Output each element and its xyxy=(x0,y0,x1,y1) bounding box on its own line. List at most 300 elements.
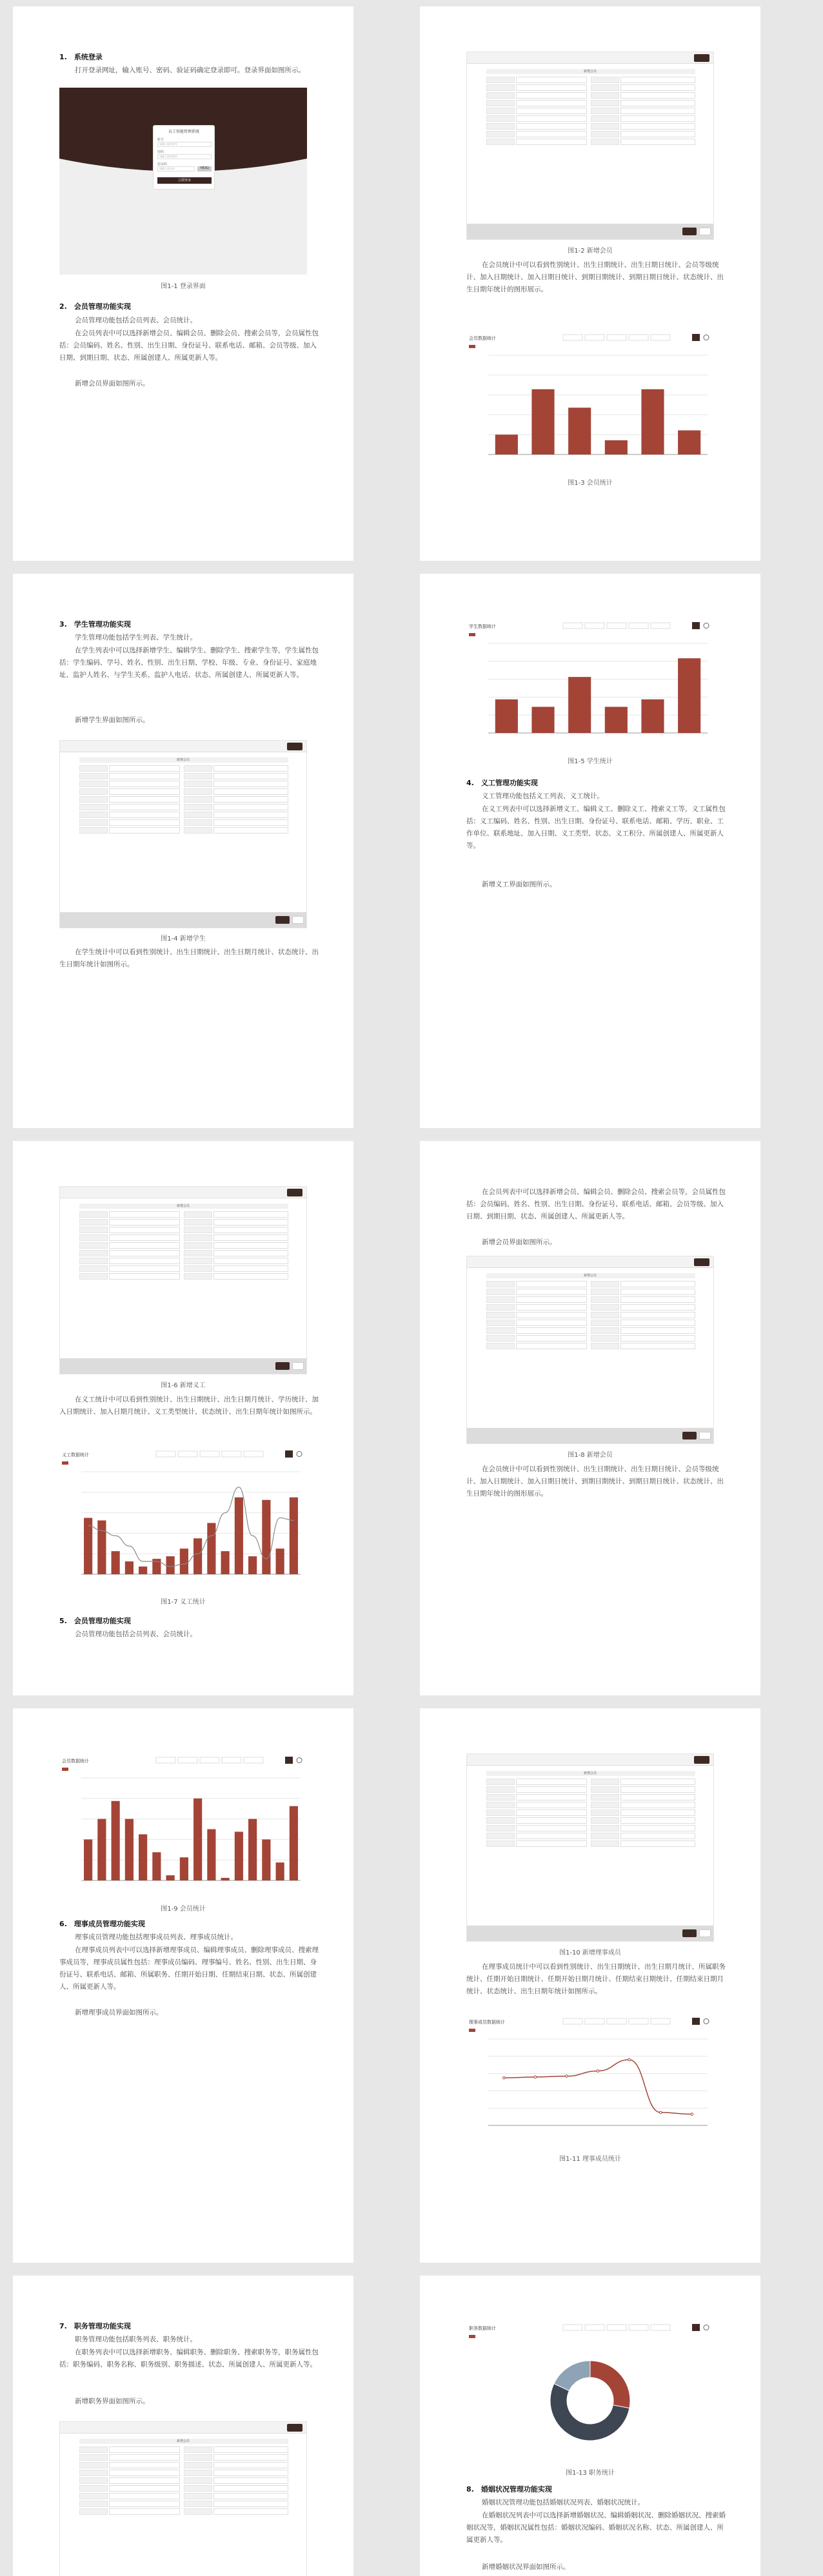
form-field[interactable] xyxy=(109,2493,180,2499)
form-field[interactable] xyxy=(620,77,695,83)
form-field[interactable] xyxy=(516,1343,587,1349)
bar xyxy=(207,1523,215,1575)
form-field[interactable] xyxy=(516,1327,587,1334)
bar xyxy=(180,1548,188,1574)
form-field[interactable] xyxy=(213,796,288,803)
data-point xyxy=(502,2077,505,2080)
page-9 xyxy=(13,2276,353,2576)
figure-caption: 图1-13 职务统计 xyxy=(566,2470,615,2477)
form-field[interactable] xyxy=(516,1312,587,1318)
form-label xyxy=(486,92,515,99)
search-button xyxy=(692,2324,700,2331)
captcha-input[interactable]: 请输入验证码 xyxy=(157,166,195,171)
form-field[interactable] xyxy=(620,1810,695,1816)
form-label xyxy=(79,773,108,779)
form-label xyxy=(184,804,212,810)
form-label xyxy=(486,84,515,91)
search-button xyxy=(285,1450,293,1458)
refresh-icon xyxy=(297,1452,302,1457)
form-field[interactable] xyxy=(620,92,695,99)
chart-filter-select xyxy=(200,1757,219,1763)
bar xyxy=(641,699,664,733)
form-field[interactable] xyxy=(620,1786,695,1793)
chart-svg xyxy=(466,2015,714,2143)
form-field[interactable] xyxy=(620,139,695,145)
paragraph: 在会员列表中可以选择新增会员、编辑会员、删除会员、搜索会员等，会员属性包括：会员编码、姓名、性别、出生日期、身份证号、联系电话、邮箱、会员等级、加入日期、到期日期、状态、所属创建人、所属更新人等。 xyxy=(466,1188,726,1220)
header-button[interactable] xyxy=(694,1756,709,1764)
form-label xyxy=(79,796,108,803)
form-field[interactable] xyxy=(516,100,587,106)
legend-swatch xyxy=(469,633,475,636)
chart-svg xyxy=(466,619,714,751)
login-screenshot xyxy=(59,88,307,275)
bar xyxy=(112,1551,120,1574)
chart-filter-select xyxy=(585,335,604,340)
form-label xyxy=(486,1794,515,1800)
form-field[interactable] xyxy=(516,123,587,130)
form-field[interactable] xyxy=(213,2462,288,2468)
form-field[interactable] xyxy=(516,1320,587,1326)
form-field[interactable] xyxy=(109,812,180,818)
bar xyxy=(139,1566,147,1574)
form-field[interactable] xyxy=(109,781,180,787)
form-label xyxy=(486,131,515,137)
legend-swatch xyxy=(62,1768,68,1771)
figure-caption: 图1-10 新增理事成员 xyxy=(559,1949,621,1956)
form-field[interactable] xyxy=(213,1265,288,1272)
paragraph: 新增义工界面如图所示。 xyxy=(482,881,557,888)
form-label xyxy=(486,1825,515,1831)
paragraph: 在理事成员统计中可以看到性别统计、出生日期统计、出生日期月统计、所属职务统计、任期开始日期统计、任期开始日期月统计、任期结束日期统计、任期结束日期月统计、状态统计、出生日期年统计如图所示。 xyxy=(466,1963,726,1995)
footer-bar xyxy=(60,1358,306,1374)
paragraph: 新增婚姻状况界面如图所示。 xyxy=(482,2563,570,2571)
form-field[interactable] xyxy=(213,812,288,818)
form-field[interactable] xyxy=(213,2501,288,2507)
form-label xyxy=(591,1810,619,1816)
form-field[interactable] xyxy=(620,1833,695,1839)
chart-screenshot xyxy=(59,1753,307,1898)
form-label xyxy=(184,1265,212,1272)
paragraph: 在会员统计中可以看到性别统计、出生日期统计、出生日期日统计、会员等级统计、加入日期统计、加入日期日统计、到期日期统计、到期日期日统计、状态统计、出生日期年统计的图形展示。 xyxy=(466,1465,724,1498)
form-field[interactable] xyxy=(516,92,587,99)
paragraph: 在职务列表中可以选择新增职务、编辑职务、删除职务、搜索职务等，职务属性包括：职务编码、职务名称、职务级别、职务描述、状态、所属创建人、所属更新人等。 xyxy=(59,2348,319,2368)
chart-screenshot xyxy=(466,2321,714,2463)
header-button[interactable] xyxy=(694,1258,709,1266)
bar xyxy=(235,1498,243,1574)
form-label xyxy=(184,812,212,818)
form-field[interactable] xyxy=(109,2462,180,2468)
form-label xyxy=(79,1211,108,1218)
form-field[interactable] xyxy=(620,115,695,122)
form-field[interactable] xyxy=(516,108,587,114)
paragraph: 会员管理功能包括会员列表、会员统计。 xyxy=(75,1630,197,1638)
app-header xyxy=(60,2422,306,2434)
form-label xyxy=(79,2477,108,2484)
password-label: 密码 xyxy=(157,150,164,154)
chart-filter-select xyxy=(563,2325,582,2330)
form-label xyxy=(591,1312,619,1318)
form-field[interactable] xyxy=(620,84,695,91)
form-label xyxy=(79,765,108,772)
bar xyxy=(495,699,518,733)
save-button[interactable] xyxy=(275,916,290,924)
form-field[interactable] xyxy=(620,131,695,137)
chart-filter-select xyxy=(156,1757,175,1763)
form-field[interactable] xyxy=(516,1289,587,1295)
form-field[interactable] xyxy=(620,1289,695,1295)
form-field[interactable] xyxy=(213,2470,288,2476)
form-label xyxy=(591,1794,619,1800)
form-field[interactable] xyxy=(109,2454,180,2461)
form-field[interactable] xyxy=(516,115,587,122)
form-field[interactable] xyxy=(620,108,695,114)
form-field[interactable] xyxy=(109,1265,180,1272)
chart-filter-select xyxy=(563,335,582,340)
chart-svg xyxy=(59,1753,307,1898)
page-3 xyxy=(13,574,353,1128)
form-label xyxy=(79,812,108,818)
form-screenshot xyxy=(59,2421,307,2576)
chart-filter-select xyxy=(222,1451,241,1457)
bar xyxy=(290,1498,298,1574)
search-button xyxy=(692,334,700,341)
form-label xyxy=(486,77,515,83)
data-point xyxy=(566,2075,568,2078)
page-7 xyxy=(13,1708,353,2263)
header-button[interactable] xyxy=(287,743,302,750)
section-heading: 7. 职务管理功能实现 xyxy=(59,2322,131,2330)
chart-filter-select xyxy=(585,2325,604,2330)
form-field[interactable] xyxy=(213,773,288,779)
form-title: 新增会员 xyxy=(176,2439,190,2443)
form-label xyxy=(591,1802,619,1808)
form-field[interactable] xyxy=(213,2485,288,2492)
form-field[interactable] xyxy=(620,1335,695,1342)
form-field[interactable] xyxy=(213,1219,288,1225)
password-input[interactable]: 请输入您的密码 xyxy=(157,154,212,159)
form-field[interactable] xyxy=(109,1273,180,1280)
form-field[interactable] xyxy=(620,100,695,106)
form-field[interactable] xyxy=(620,1312,695,1318)
chart-title: 理事成员数据统计 xyxy=(469,2020,505,2025)
series-line xyxy=(504,2060,691,2114)
form-label xyxy=(184,1258,212,1264)
form-field[interactable] xyxy=(213,788,288,795)
form-field[interactable] xyxy=(109,2470,180,2476)
form-field[interactable] xyxy=(516,1825,587,1831)
form-field[interactable] xyxy=(213,1227,288,1233)
chart-screenshot xyxy=(466,619,714,751)
form-field[interactable] xyxy=(109,2477,180,2484)
form-label xyxy=(486,1320,515,1326)
form-field[interactable] xyxy=(109,804,180,810)
bar xyxy=(605,440,628,454)
chart-svg xyxy=(466,331,714,473)
form-field[interactable] xyxy=(109,796,180,803)
form-label xyxy=(184,796,212,803)
form-label xyxy=(486,1343,515,1349)
form-field[interactable] xyxy=(620,1779,695,1785)
form-field[interactable] xyxy=(213,2508,288,2515)
form-label xyxy=(486,1786,515,1793)
bar xyxy=(193,1538,202,1574)
form-label xyxy=(591,1281,619,1287)
form-field[interactable] xyxy=(620,1281,695,1287)
bar xyxy=(248,1819,257,1880)
form-field[interactable] xyxy=(516,1335,587,1342)
bar xyxy=(139,1834,147,1880)
form-field[interactable] xyxy=(620,1825,695,1831)
form-field[interactable] xyxy=(213,1250,288,1256)
form-field[interactable] xyxy=(109,2446,180,2453)
bar xyxy=(262,1839,270,1880)
form-label xyxy=(591,1817,619,1824)
form-field[interactable] xyxy=(516,84,587,91)
chart-filter-select xyxy=(607,623,626,629)
cancel-button[interactable] xyxy=(292,1362,304,1370)
paragraph: 在会员统计中可以看到性别统计、出生日期统计、出生日期日统计、会员等级统计、加入日期统计、加入日期日统计、到期日期统计、到期日期日统计、状态统计、出生日期年统计的图形展示。 xyxy=(466,261,724,293)
form-field[interactable] xyxy=(516,1833,587,1839)
form-label xyxy=(486,1304,515,1311)
cancel-button[interactable] xyxy=(292,916,304,924)
form-title: 新增会员 xyxy=(176,1204,190,1208)
chart-filter-select xyxy=(563,2018,582,2024)
form-label xyxy=(79,1265,108,1272)
form-label xyxy=(79,827,108,834)
form-field[interactable] xyxy=(620,1802,695,1808)
form-field[interactable] xyxy=(516,1840,587,1847)
chart-title: 义工数据统计 xyxy=(62,1452,89,1458)
form-field[interactable] xyxy=(620,1343,695,1349)
form-label xyxy=(486,139,515,145)
captcha-image[interactable]: YB3Q xyxy=(197,166,212,171)
login-button[interactable]: 立即登录 xyxy=(157,177,212,184)
form-title: 新增会员 xyxy=(583,1771,597,1775)
form-field[interactable] xyxy=(109,788,180,795)
form-field[interactable] xyxy=(213,1211,288,1218)
bar xyxy=(678,431,700,454)
form-field[interactable] xyxy=(516,1304,587,1311)
chart-filter-select xyxy=(629,2018,648,2024)
form-label xyxy=(184,2501,212,2507)
form-field[interactable] xyxy=(516,1786,587,1793)
refresh-icon xyxy=(704,2019,709,2024)
form-field[interactable] xyxy=(213,765,288,772)
chart-filter-select xyxy=(563,623,582,629)
form-field[interactable] xyxy=(213,827,288,834)
form-label xyxy=(591,1840,619,1847)
search-button xyxy=(692,622,700,629)
form-field[interactable] xyxy=(620,1817,695,1824)
form-field[interactable] xyxy=(516,1802,587,1808)
figure-caption: 图1-1 登录界面 xyxy=(161,283,206,290)
form-field[interactable] xyxy=(620,1320,695,1326)
paragraph: 在理事成员列表中可以选择新增理事成员、编辑理事成员、删除理事成员、搜索理事成员等，理事成员属性包括：理事成员编码、理事编号、姓名、性别、出生日期、身份证号、联系电话、邮箱、所属职务、任期开始日期、任期结束日期、状态、所属创建人、所属更新人等。 xyxy=(59,1946,319,1991)
app-header xyxy=(60,741,306,752)
form-screenshot xyxy=(59,1186,307,1374)
form-label xyxy=(79,1250,108,1256)
form-label xyxy=(591,1304,619,1311)
paragraph: 职务管理功能包括职务列表、职务统计。 xyxy=(75,2336,197,2343)
paragraph: 婚姻状况管理功能包括婚姻状况列表、婚姻状况统计。 xyxy=(482,2499,644,2506)
form-field[interactable] xyxy=(213,2454,288,2461)
form-field[interactable] xyxy=(620,1794,695,1800)
form-screenshot xyxy=(466,1256,714,1444)
bar xyxy=(221,1878,230,1880)
app-header xyxy=(467,1754,713,1766)
form-field[interactable] xyxy=(109,1227,180,1233)
cancel-button[interactable] xyxy=(699,1929,711,1937)
paragraph: 学生管理功能包括学生列表、学生统计。 xyxy=(75,634,197,641)
form-field[interactable] xyxy=(109,765,180,772)
figure-caption: 图1-9 会员统计 xyxy=(161,1906,206,1913)
chart-filter-select xyxy=(178,1757,197,1763)
figure-caption: 图1-3 会员统计 xyxy=(568,480,613,487)
form-label xyxy=(486,1802,515,1808)
form-label xyxy=(486,1335,515,1342)
account-input[interactable]: 请输入您的账号 xyxy=(157,142,212,147)
paragraph: 在义工列表中可以选择新增义工、编辑义工、删除义工、搜索义工等，义工属性包括：义工编码、姓名、性别、出生日期、身份证号、联系电话、邮箱、学历、职业、工作单位、联系地址、加入日期、义工类型、状态、义工积分、所属创建人、所属更新人等。 xyxy=(466,805,726,850)
form-field[interactable] xyxy=(516,1281,587,1287)
paragraph: 在会员列表中可以选择新增会员、编辑会员、删除会员、搜索会员等，会员属性包括：会员编码、姓名、性别、出生日期、身份证号、联系电话、邮箱、会员等级、加入日期、到期日期、状态、所属创建人、所属更新人等。 xyxy=(59,329,319,362)
paragraph: 理事成员管理功能包括理事成员列表、理事成员统计。 xyxy=(75,1933,237,1941)
form-label xyxy=(79,781,108,787)
page-5 xyxy=(13,1141,353,1695)
chart-svg xyxy=(466,2321,714,2463)
form-field[interactable] xyxy=(516,1296,587,1303)
form-label xyxy=(591,1825,619,1831)
legend-swatch xyxy=(469,2029,475,2032)
page-8 xyxy=(420,1708,760,2263)
form-field[interactable] xyxy=(213,1234,288,1241)
form-field[interactable] xyxy=(109,2485,180,2492)
chart-filter-select xyxy=(244,1757,263,1763)
form-field[interactable] xyxy=(213,781,288,787)
data-point xyxy=(628,2058,631,2061)
form-field[interactable] xyxy=(516,1794,587,1800)
form-label xyxy=(184,819,212,826)
form-field[interactable] xyxy=(516,1779,587,1785)
form-field[interactable] xyxy=(109,1219,180,1225)
form-field[interactable] xyxy=(516,1817,587,1824)
form-label xyxy=(486,1810,515,1816)
form-field[interactable] xyxy=(213,1242,288,1249)
form-field[interactable] xyxy=(109,819,180,826)
form-label xyxy=(79,1273,108,1280)
form-field[interactable] xyxy=(213,2446,288,2453)
bar xyxy=(235,1831,243,1880)
form-field[interactable] xyxy=(620,1840,695,1847)
bar xyxy=(112,1801,120,1880)
form-label xyxy=(79,2454,108,2461)
app-header xyxy=(60,1187,306,1198)
form-field[interactable] xyxy=(109,1234,180,1241)
bar xyxy=(641,389,664,454)
form-label xyxy=(79,788,108,795)
form-field[interactable] xyxy=(109,1258,180,1264)
form-label xyxy=(184,827,212,834)
form-field[interactable] xyxy=(109,2501,180,2507)
cancel-button[interactable] xyxy=(699,1432,711,1439)
form-field[interactable] xyxy=(213,2493,288,2499)
pie-slice xyxy=(554,2361,590,2391)
chart-svg xyxy=(59,1447,307,1592)
form-field[interactable] xyxy=(620,1304,695,1311)
header-button[interactable] xyxy=(287,2424,302,2432)
header-button[interactable] xyxy=(694,54,709,62)
save-button[interactable] xyxy=(275,1362,290,1370)
chart-screenshot xyxy=(59,1447,307,1592)
form-field[interactable] xyxy=(109,1242,180,1249)
form-field[interactable] xyxy=(109,1250,180,1256)
chart-filter-select xyxy=(156,1451,175,1457)
bar xyxy=(276,1862,284,1880)
form-label xyxy=(591,1786,619,1793)
form-field[interactable] xyxy=(516,77,587,83)
chart-title: 职务数据统计 xyxy=(469,2326,496,2331)
form-field[interactable] xyxy=(516,1810,587,1816)
bar xyxy=(207,1830,215,1881)
save-button[interactable] xyxy=(682,1432,697,1439)
form-field[interactable] xyxy=(109,2508,180,2515)
form-label xyxy=(486,108,515,114)
form-label xyxy=(591,1327,619,1334)
chart-filter-select xyxy=(629,623,648,629)
chart-title: 学生数据统计 xyxy=(469,624,496,629)
paragraph: 打开登录网址，输入账号、密码、验证码确定登录即可。登录界面如图所示。 xyxy=(75,66,305,74)
form-field[interactable] xyxy=(516,131,587,137)
form-field[interactable] xyxy=(213,2477,288,2484)
save-button[interactable] xyxy=(682,228,697,235)
bar xyxy=(276,1548,284,1574)
page-10 xyxy=(420,2276,760,2576)
form-field[interactable] xyxy=(213,804,288,810)
bar xyxy=(125,1561,134,1574)
form-label xyxy=(79,819,108,826)
save-button[interactable] xyxy=(682,1929,697,1937)
form-label xyxy=(486,1779,515,1785)
app-header xyxy=(467,52,713,64)
page-4 xyxy=(420,574,760,1128)
chart-filter-select xyxy=(200,1451,219,1457)
form-field[interactable] xyxy=(213,1273,288,1280)
form-label xyxy=(184,781,212,787)
legend-swatch xyxy=(62,1461,68,1465)
bar xyxy=(166,1875,175,1880)
form-field[interactable] xyxy=(620,123,695,130)
form-field[interactable] xyxy=(516,139,587,145)
form-label xyxy=(79,1242,108,1249)
form-label xyxy=(591,131,619,137)
form-label xyxy=(79,1258,108,1264)
form-label xyxy=(591,108,619,114)
form-label xyxy=(591,100,619,106)
form-field[interactable] xyxy=(109,827,180,834)
form-field[interactable] xyxy=(213,1258,288,1264)
form-field[interactable] xyxy=(620,1327,695,1334)
bar xyxy=(262,1500,270,1574)
form-label xyxy=(184,2485,212,2492)
form-field[interactable] xyxy=(213,819,288,826)
chart-screenshot xyxy=(466,2015,714,2143)
form-field[interactable] xyxy=(109,773,180,779)
cancel-button[interactable] xyxy=(699,228,711,235)
chart-filter-select xyxy=(585,623,604,629)
header-button[interactable] xyxy=(287,1189,302,1196)
form-field[interactable] xyxy=(620,1296,695,1303)
form-field[interactable] xyxy=(109,1211,180,1218)
chart-filter-select xyxy=(629,2325,648,2330)
